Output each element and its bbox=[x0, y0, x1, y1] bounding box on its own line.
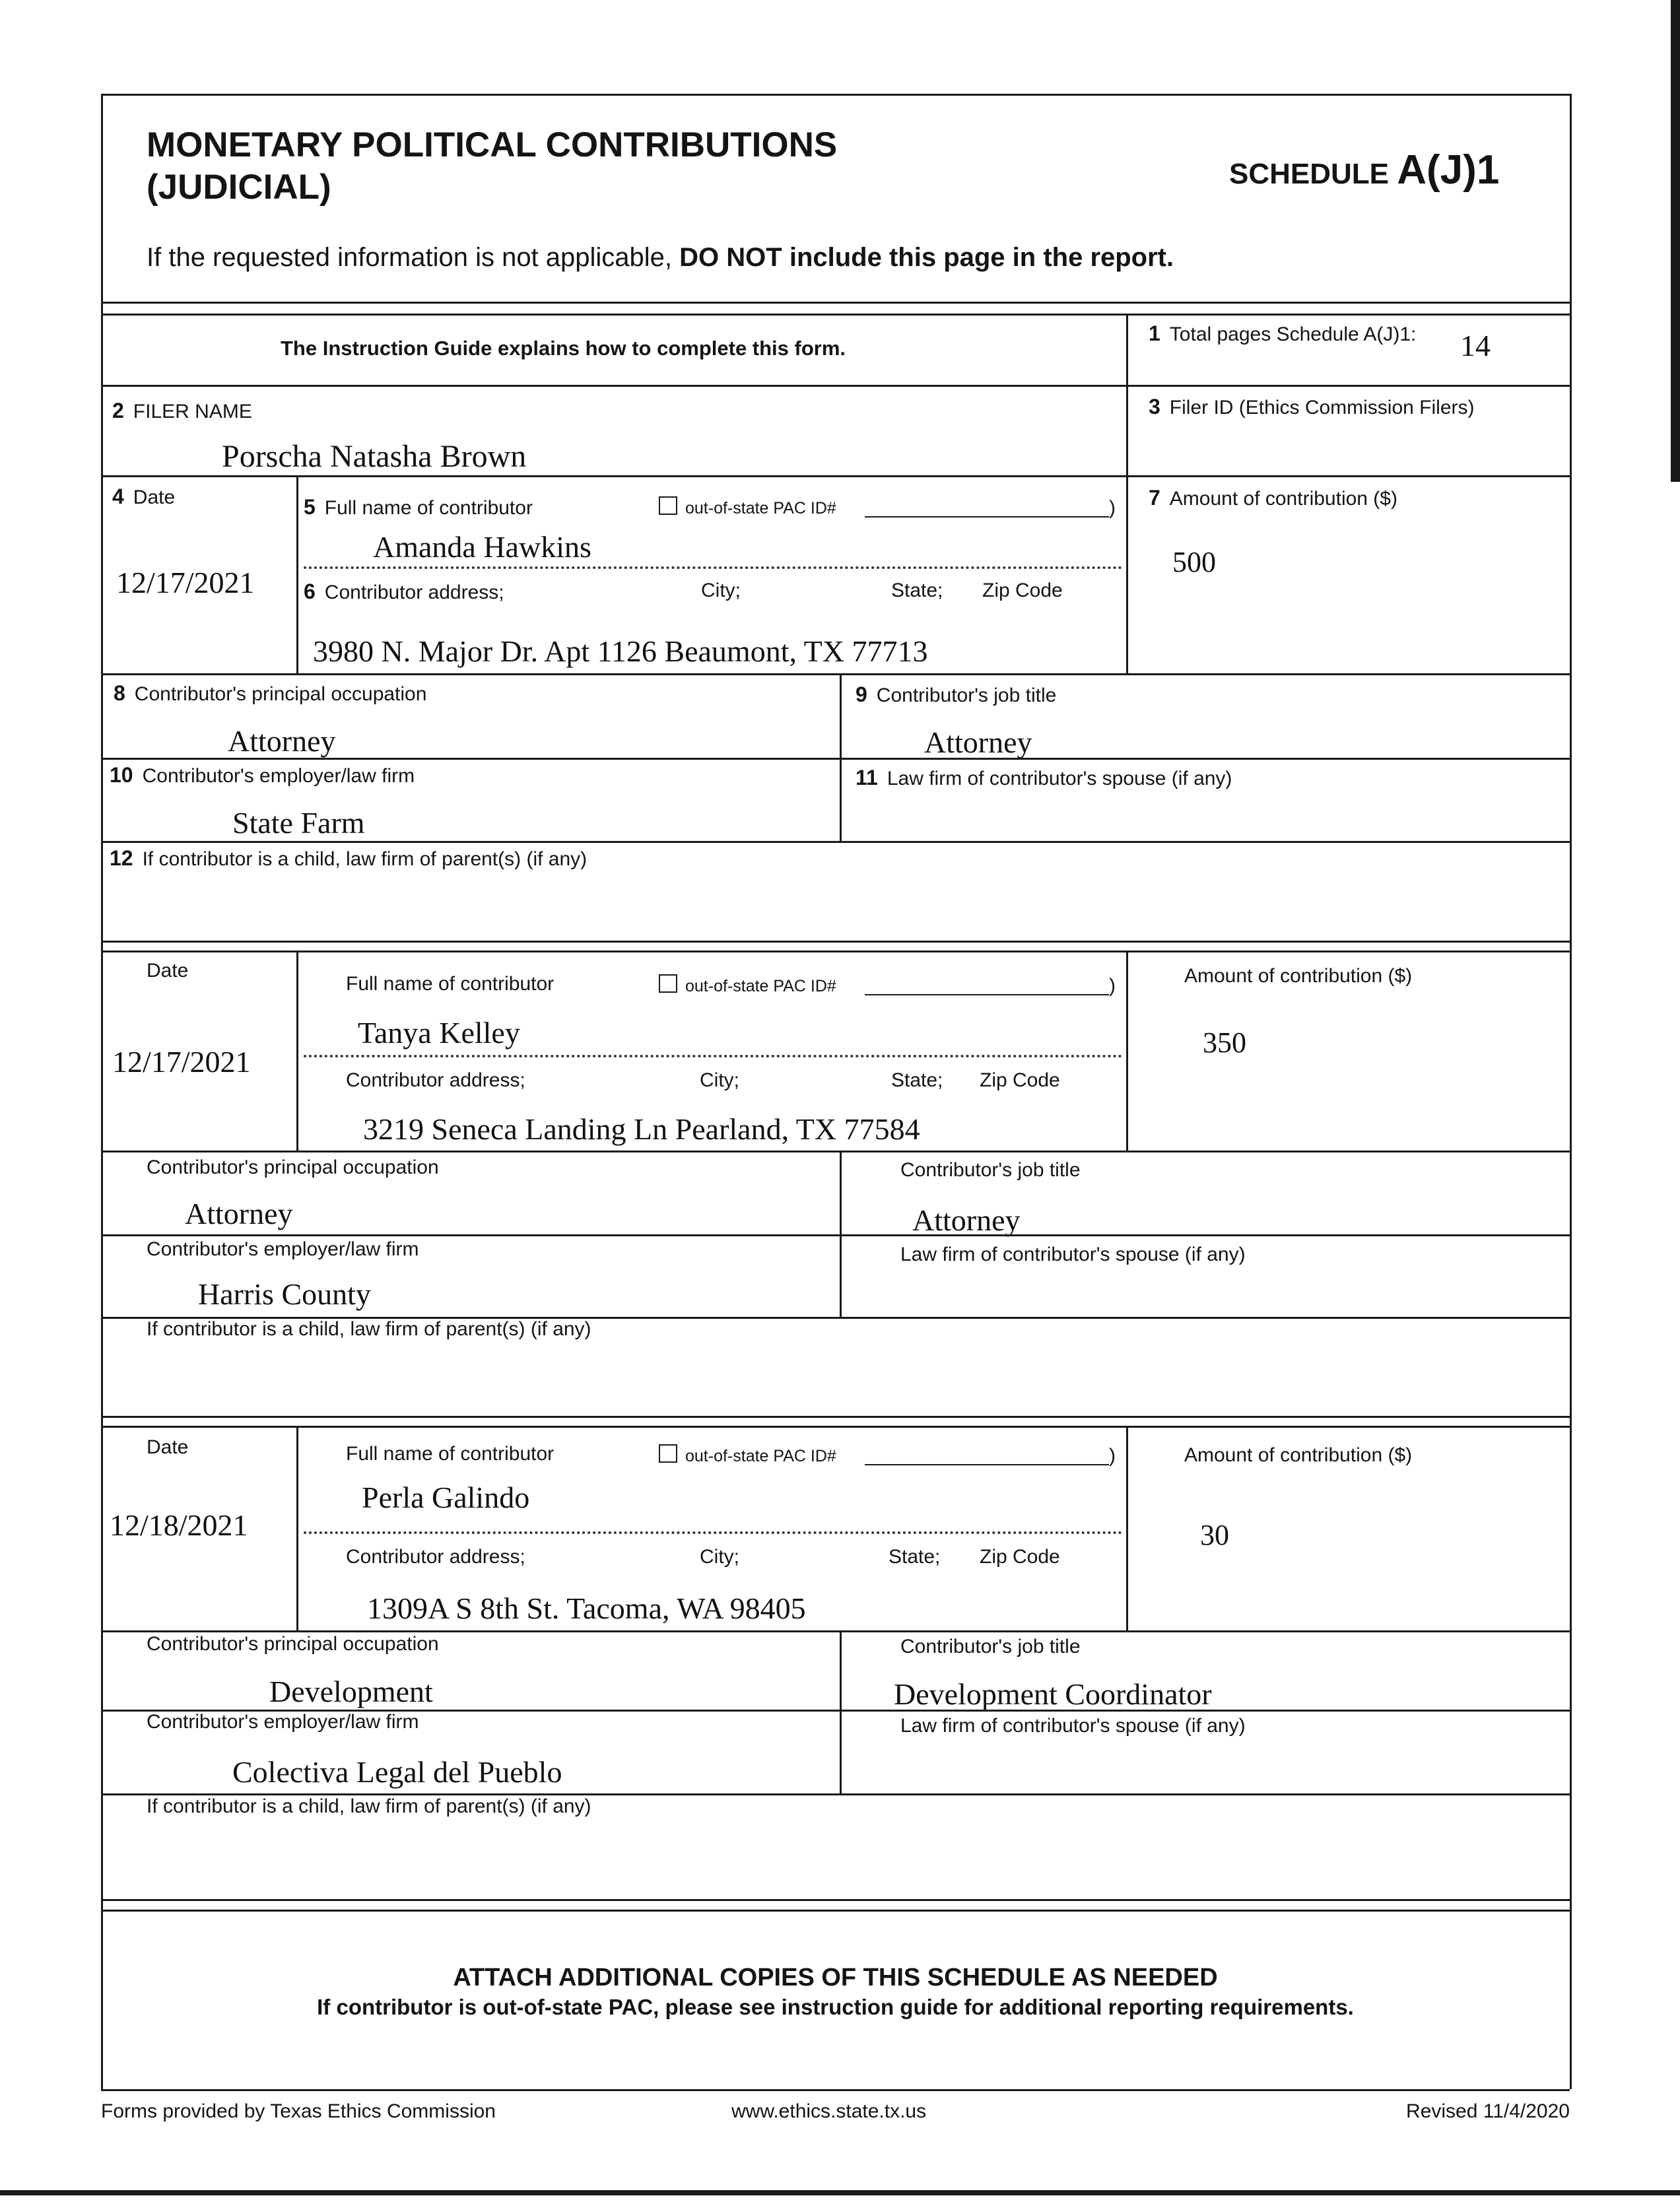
c2-name-dotted-line bbox=[304, 1055, 1122, 1057]
row-divider-2 bbox=[101, 475, 1570, 477]
field-number: 1 bbox=[1149, 321, 1160, 345]
c1-row-divider-a bbox=[101, 673, 1570, 675]
schedule-id: A(J)1 bbox=[1397, 147, 1500, 193]
c2-employer-label: Contributor's employer/law firm bbox=[147, 1238, 419, 1260]
c1-spouse-label bbox=[856, 766, 1232, 790]
c3-pac-close: ) bbox=[1109, 1445, 1116, 1467]
c3-address-label: Contributor address; bbox=[346, 1546, 525, 1568]
c3-occupation-label: Contributor's principal occupation bbox=[147, 1633, 439, 1655]
c3-end-1 bbox=[101, 1899, 1570, 1901]
c1-pac-checkbox[interactable] bbox=[659, 496, 677, 515]
field-number: 3 bbox=[1149, 395, 1160, 418]
total-pages-value: 14 bbox=[1460, 329, 1491, 362]
c1-city-label: City; bbox=[701, 580, 741, 601]
field-number: 7 bbox=[1149, 486, 1160, 510]
c3-name-value: Perla Galindo bbox=[362, 1481, 530, 1514]
attach-heading: ATTACH ADDITIONAL COPIES OF THIS SCHEDULE AS NEEDED bbox=[453, 1964, 1218, 1991]
c1-zip-label: Zip Code bbox=[982, 580, 1063, 601]
field-number: 11 bbox=[856, 766, 878, 789]
scan-edge-right bbox=[1671, 0, 1680, 482]
c1-amount-divider bbox=[1126, 475, 1128, 673]
instr-divider bbox=[1126, 314, 1128, 475]
c3-child-label: If contributor is a child, law firm of parent(s) (if any) bbox=[147, 1795, 591, 1817]
scan-edge-bottom bbox=[0, 2190, 1680, 2195]
c1-occ-divider bbox=[840, 673, 842, 841]
c3-name-label: Full name of contributor bbox=[346, 1443, 554, 1465]
c2-name-value: Tanya Kelley bbox=[358, 1016, 520, 1050]
occupation-label: Contributor's principal occupation bbox=[134, 683, 427, 705]
c3-pac-id-line[interactable] bbox=[865, 1464, 1109, 1465]
c2-end-1 bbox=[101, 1416, 1570, 1418]
c3-amount-divider bbox=[1126, 1426, 1128, 1630]
header-divider-1 bbox=[101, 302, 1570, 304]
c3-amount-value: 30 bbox=[1200, 1519, 1229, 1551]
c3-end-2 bbox=[101, 1910, 1570, 1912]
c1-jobtitle-value: Attorney bbox=[924, 725, 1032, 759]
c1-pac-id-line[interactable] bbox=[865, 516, 1109, 518]
c1-row-divider-b bbox=[101, 758, 1570, 760]
c1-amount-label bbox=[1149, 486, 1397, 510]
date-label: Date bbox=[133, 486, 176, 508]
c3-row-divider-a bbox=[101, 1630, 1570, 1632]
c1-name-value: Amanda Hawkins bbox=[373, 530, 591, 564]
c3-employer-value: Colectiva Legal del Pueblo bbox=[232, 1755, 562, 1789]
c1-date-label bbox=[112, 484, 175, 509]
c1-jobtitle-label bbox=[856, 683, 1056, 707]
c2-end-2 bbox=[101, 1426, 1570, 1428]
c2-pac-id-line[interactable] bbox=[865, 994, 1109, 995]
amount-label: Amount of contribution ($) bbox=[1169, 488, 1397, 510]
c1-employer-label bbox=[110, 763, 415, 787]
attach-subtext: If contributor is out-of-state PAC, please see instruction guide for additional reporting requirements. bbox=[317, 1995, 1354, 2019]
c1-address-value: 3980 N. Major Dr. Apt 1126 Beaumont, TX 77713 bbox=[313, 634, 928, 668]
c2-city-label: City; bbox=[700, 1069, 739, 1091]
spouse-label: Law firm of contributor's spouse (if any) bbox=[887, 768, 1232, 789]
c3-jobtitle-value: Development Coordinator bbox=[894, 1677, 1212, 1711]
c2-employer-value: Harris County bbox=[198, 1277, 371, 1311]
child-label: If contributor is a child, law firm of parent(s) (if any) bbox=[142, 848, 588, 870]
schedule-code bbox=[1229, 147, 1499, 193]
outer-border-bottom bbox=[101, 2089, 1570, 2091]
full-name-label: Full name of contributor bbox=[324, 497, 533, 519]
c2-row-divider-a bbox=[101, 1151, 1570, 1152]
c2-date-value: 12/17/2021 bbox=[112, 1045, 251, 1079]
field-number: 2 bbox=[112, 399, 124, 422]
c3-date-label: Date bbox=[147, 1436, 189, 1458]
field-number: 6 bbox=[304, 580, 316, 603]
c3-occupation-value: Development bbox=[269, 1675, 433, 1708]
c3-address-value: 1309A S 8th St. Tacoma, WA 98405 bbox=[367, 1591, 806, 1625]
c3-spouse-label: Law firm of contributor's spouse (if any) bbox=[900, 1715, 1246, 1737]
c2-spouse-label: Law firm of contributor's spouse (if any) bbox=[900, 1244, 1246, 1265]
form-title-line1: MONETARY POLITICAL CONTRIBUTIONS bbox=[147, 125, 838, 164]
c2-amount-divider bbox=[1126, 951, 1128, 1151]
row-divider-1 bbox=[101, 385, 1570, 387]
job-title-label: Contributor's job title bbox=[876, 685, 1057, 706]
c2-date-divider bbox=[296, 951, 298, 1151]
applicability-note bbox=[147, 243, 1174, 273]
c1-employer-value: State Farm bbox=[232, 806, 365, 840]
c2-amount-label: Amount of contribution ($) bbox=[1184, 965, 1413, 987]
c1-end-2 bbox=[101, 951, 1570, 952]
c1-amount-value: 500 bbox=[1172, 546, 1216, 578]
c3-pac-checkbox[interactable] bbox=[659, 1444, 677, 1463]
c1-row-divider-c bbox=[101, 841, 1570, 843]
c2-address-label: Contributor address; bbox=[346, 1069, 525, 1091]
c1-date-divider bbox=[296, 475, 298, 673]
footer-provider: Forms provided by Texas Ethics Commission bbox=[101, 2100, 496, 2122]
field-number: 4 bbox=[112, 484, 124, 508]
field-number: 8 bbox=[114, 681, 125, 705]
c3-amount-label: Amount of contribution ($) bbox=[1184, 1444, 1413, 1466]
note-prefix: If the requested information is not applicable, bbox=[147, 243, 673, 272]
c2-occupation-value: Attorney bbox=[185, 1197, 293, 1230]
c2-zip-label: Zip Code bbox=[980, 1069, 1060, 1091]
c3-state-label: State; bbox=[889, 1546, 941, 1568]
filer-name-text: FILER NAME bbox=[133, 401, 252, 422]
c1-date-value: 12/17/2021 bbox=[116, 566, 255, 599]
c2-amount-value: 350 bbox=[1203, 1026, 1246, 1059]
c2-name-label: Full name of contributor bbox=[346, 973, 554, 995]
c1-address-label bbox=[304, 580, 504, 604]
c3-city-label: City; bbox=[700, 1546, 739, 1568]
c3-date-divider bbox=[296, 1426, 298, 1630]
c3-zip-label: Zip Code bbox=[980, 1546, 1060, 1568]
c3-jobtitle-label: Contributor's job title bbox=[900, 1636, 1081, 1657]
c2-pac-checkbox[interactable] bbox=[659, 974, 677, 993]
c3-employer-label: Contributor's employer/law firm bbox=[147, 1711, 419, 1733]
c1-state-label: State; bbox=[891, 580, 943, 601]
field-number: 10 bbox=[110, 763, 133, 787]
c2-address-value: 3219 Seneca Landing Ln Pearland, TX 77584 bbox=[363, 1112, 920, 1146]
c1-name-dotted-line bbox=[304, 566, 1122, 569]
c2-date-label: Date bbox=[147, 960, 189, 982]
address-label: Contributor address; bbox=[324, 582, 504, 603]
form-title-line2: (JUDICIAL) bbox=[147, 168, 331, 207]
filer-id-label bbox=[1149, 395, 1475, 419]
outer-border-top bbox=[101, 94, 1570, 96]
field-number: 9 bbox=[856, 683, 867, 706]
c1-child-label bbox=[110, 846, 587, 871]
c3-pac-label: out-of-state PAC ID# bbox=[685, 1447, 836, 1465]
c1-end-1 bbox=[101, 941, 1570, 943]
header-divider-2 bbox=[101, 314, 1570, 316]
c1-name-label bbox=[304, 495, 533, 519]
c2-occ-divider bbox=[840, 1151, 842, 1317]
c3-name-dotted-line bbox=[304, 1531, 1122, 1534]
footer-website[interactable]: www.ethics.state.tx.us bbox=[731, 2100, 927, 2122]
footer-revision: Revised 11/4/2020 bbox=[1406, 2100, 1570, 2122]
outer-border-right bbox=[1570, 94, 1572, 2089]
c1-occupation-label bbox=[114, 681, 426, 706]
outer-border-left bbox=[101, 94, 103, 2089]
c2-jobtitle-value: Attorney bbox=[912, 1203, 1021, 1237]
total-pages-text: Total pages Schedule A(J)1: bbox=[1169, 323, 1417, 345]
employer-label: Contributor's employer/law firm bbox=[142, 765, 415, 787]
c3-occ-divider bbox=[840, 1630, 842, 1793]
c1-pac-label: out-of-state PAC ID# bbox=[685, 499, 836, 518]
schedule-label: SCHEDULE bbox=[1229, 158, 1390, 190]
c2-pac-label: out-of-state PAC ID# bbox=[685, 977, 836, 995]
c2-row-divider-b bbox=[101, 1234, 1570, 1236]
c2-jobtitle-label: Contributor's job title bbox=[900, 1159, 1081, 1181]
filer-name-value: Porscha Natasha Brown bbox=[222, 439, 527, 474]
c2-child-label: If contributor is a child, law firm of parent(s) (if any) bbox=[147, 1318, 591, 1340]
c2-state-label: State; bbox=[891, 1069, 943, 1091]
filer-id-text: Filer ID (Ethics Commission Filers) bbox=[1169, 397, 1475, 418]
instruction-text: The Instruction Guide explains how to complete this form. bbox=[281, 337, 846, 360]
c1-occupation-value: Attorney bbox=[228, 724, 336, 758]
c1-pac-close: ) bbox=[1109, 497, 1116, 519]
form-title bbox=[147, 124, 837, 209]
c3-date-value: 12/18/2021 bbox=[110, 1508, 248, 1542]
note-bold: DO NOT include this page in the report. bbox=[679, 243, 1174, 272]
total-pages-label bbox=[1149, 321, 1416, 346]
c2-occupation-label: Contributor's principal occupation bbox=[147, 1156, 439, 1178]
c2-pac-close: ) bbox=[1109, 975, 1116, 997]
field-number: 12 bbox=[110, 846, 133, 870]
field-number: 5 bbox=[304, 495, 316, 519]
filer-name-label bbox=[112, 399, 252, 423]
